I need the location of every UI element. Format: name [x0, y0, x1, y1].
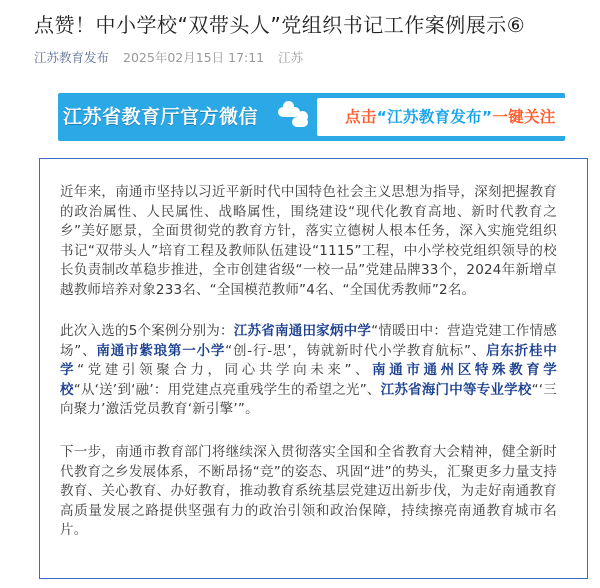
school-name: 江苏省海门中等专业学校 — [380, 381, 532, 398]
author-link[interactable]: 江苏教育发布 — [34, 50, 110, 65]
cases-intro: 此次入选的5个案例分别为： — [60, 323, 234, 339]
school-name: 南通市紫琅第一小学 — [96, 342, 226, 359]
school-name: 江苏省南通田家炳中学 — [233, 323, 372, 339]
case-title: “‘三向聚力’激活党员教育‘新引擎’”。 — [60, 381, 558, 418]
banner-follow-text — [345, 105, 556, 127]
paragraph-intro: 近年来，南通市坚持以习近平新时代中国特色社会主义思想为指导，深刻把握教育的政治属性、人民属性、战略属性，围绕建设“现代化教育高地、新时代教育之乡”美好愿景，全面贯彻党的教育方针，落实立德树人根本任务，深入实施党组织书记“双带头人”培育工程及教师队伍建设“1115”工程，中小学校党组织领导的校长负责制改革稳步推进，全市创建省级“一校一品”党建品牌33个，2024年新增卓越教师培养对象233名、“全国模范教师”4名、“全国优秀教师”2名。 — [60, 184, 557, 298]
banner-account-name: “江苏教育发布” — [376, 108, 493, 126]
case-title: “创-行-思’，铸就新时代小学教育航标”、 — [225, 342, 487, 359]
banner-follow-prefix: 点击 — [345, 108, 377, 126]
follow-banner[interactable] — [58, 93, 565, 141]
case-title: “从‘送’到‘融’：用党建点亮重残学生的希望之光”、 — [73, 381, 381, 398]
case-title: “情暖田中：营造党建工作情感场”、 — [60, 323, 557, 359]
school-name: 南通市通州区特殊教育学校 — [60, 362, 558, 398]
cloud-icon — [292, 117, 308, 127]
publish-date: 2025年02月15日 17:11 — [123, 50, 265, 65]
paragraph-next-steps: 下一步，南通市教育部门将继续深入贯彻落实全国和全省教育大会精神，健全新时代教育之乡发展体系，不断昂扬“竞”的姿态、巩固“进”的势头，汇聚更多力量支持教育、关心教育、办好教育，推动教育系统基层党建迈出新步伐，为走好南通教育高质量发展之路提供坚强有力的政治引领和政治保障，持续擦亮南通教育城市名片。 — [60, 444, 557, 539]
paragraph-cases — [60, 322, 557, 420]
banner-official-text: 江苏省教育厅官方微信 — [63, 106, 259, 128]
article-meta — [34, 48, 303, 68]
publish-location: 江苏 — [278, 50, 304, 65]
school-name: 启东折桂中学 — [60, 342, 557, 379]
banner-follow-suffix: 一键关注 — [492, 108, 556, 126]
article-title: 点赞！中小学校“双带头人”党组织书记工作案例展示⑥ — [34, 13, 526, 37]
case-title: “党建引领聚合力，同心共学向未来”、 — [77, 362, 373, 379]
